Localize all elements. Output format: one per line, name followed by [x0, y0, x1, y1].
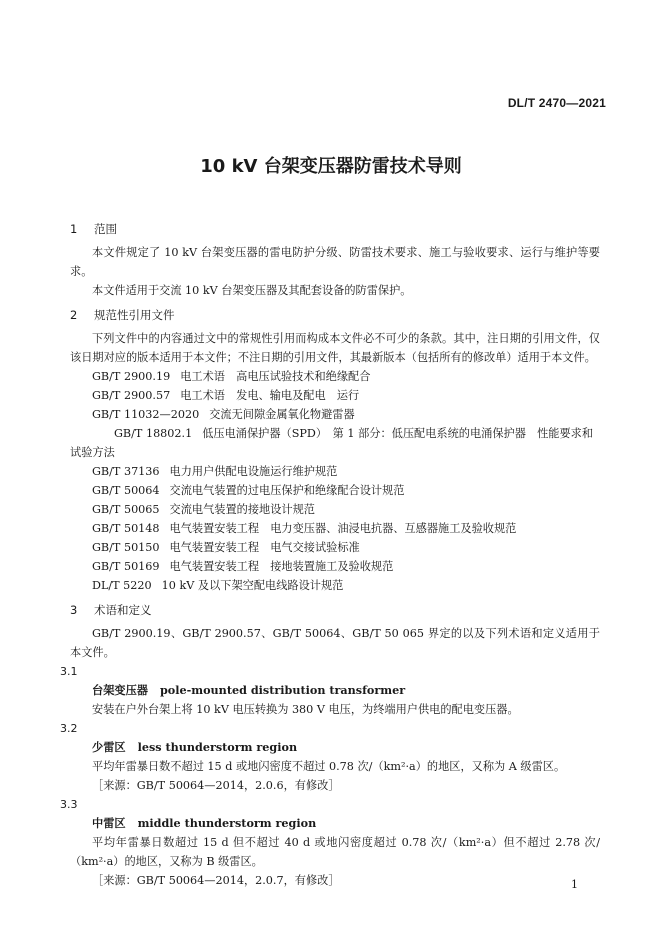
reference-code: GB/T 2900.19 — [92, 370, 171, 383]
paragraph: 本文件规定了 10 kV 台架变压器的雷电防护分级、防雷技术要求、施工与验收要求、运行与维护等要求。 — [70, 246, 600, 278]
reference-code: DL/T 5220 — [92, 579, 152, 592]
reference-title: 电工术语 高电压试验技术和绝缘配合 — [180, 370, 371, 383]
term-source: ［来源：GB/T 50064—2014，2.0.6，有修改］ — [92, 779, 340, 792]
section-number: 1 — [70, 222, 78, 236]
document-title: 10 kV 台架变压器防雷技术导则 — [200, 156, 462, 177]
paragraph: GB/T 2900.19、GB/T 2900.57、GB/T 50064、GB/T 50 065 界定的以及下列术语和定义适用于本文件。 — [70, 627, 600, 659]
term-number: 3.2 — [60, 722, 78, 735]
term-zh: 台架变压器 — [92, 684, 148, 697]
term-definition: 平均年雷暴日数超过 15 d 但不超过 40 d 或地闪密度超过 0.78 次/（km²·a）但不超过 2.78 次/（km²·a）的地区，又称为 B 级雷区。 — [70, 836, 600, 868]
paragraph: 本文件适用于交流 10 kV 台架变压器及其配套设备的防雷保护。 — [92, 284, 412, 297]
section-title: 范围 — [94, 222, 117, 236]
reference-item — [70, 462, 600, 481]
term-heading — [70, 681, 600, 700]
reference-item — [70, 386, 600, 405]
term-zh: 少雷区 — [92, 741, 126, 754]
section-heading-terms-definitions — [70, 601, 600, 620]
reference-title: 电力用户供配电设施运行维护规范 — [169, 465, 338, 478]
term-en: middle thunderstorm region — [137, 816, 317, 830]
reference-item — [70, 519, 600, 538]
reference-title: 电工术语 发电、输电及配电 运行 — [180, 389, 360, 402]
reference-item — [70, 424, 600, 462]
reference-title: 交流电气装置的过电压保护和绝缘配合设计规范 — [169, 484, 405, 497]
section-number: 2 — [70, 308, 78, 322]
reference-item — [70, 557, 600, 576]
reference-code: GB/T 50065 — [92, 503, 160, 516]
section-number: 3 — [70, 603, 78, 617]
term-number: 3.1 — [60, 665, 78, 678]
reference-item — [70, 576, 600, 595]
term-heading — [70, 738, 600, 757]
reference-title: 电气装置安装工程 电气交接试验标准 — [169, 541, 360, 554]
reference-item — [70, 405, 600, 424]
section-title: 术语和定义 — [94, 603, 152, 617]
paragraph: 下列文件中的内容通过文中的常规性引用而构成本文件必不可少的条款。其中，注日期的引用文件，仅该日期对应的版本适用于本文件；不注日期的引用文件，其最新版本（包括所有的修改单）适用于本文件。 — [70, 332, 600, 364]
reference-title: 交流无间隙金属氧化物避雷器 — [209, 408, 355, 421]
reference-title: 电气装置安装工程 电力变压器、油浸电抗器、互感器施工及验收规范 — [169, 522, 517, 535]
reference-title: 电气装置安装工程 接地装置施工及验收规范 — [169, 560, 394, 573]
reference-item — [70, 500, 600, 519]
term-en: pole-mounted distribution transformer — [159, 683, 406, 697]
reference-code: GB/T 50169 — [92, 560, 160, 573]
reference-code: GB/T 11032—2020 — [92, 408, 200, 421]
reference-code: GB/T 18802.1 — [114, 427, 193, 440]
reference-code: GB/T 2900.57 — [92, 389, 171, 402]
reference-title: 交流电气装置的接地设计规范 — [169, 503, 315, 516]
term-en: less thunderstorm region — [137, 740, 298, 754]
reference-item — [70, 367, 600, 386]
reference-code: GB/T 50150 — [92, 541, 160, 554]
document-code: DL/T 2470—2021 — [507, 96, 606, 110]
section-heading-scope — [70, 220, 600, 239]
term-source: ［来源：GB/T 50064—2014，2.0.7，有修改］ — [92, 874, 340, 887]
term-number: 3.3 — [60, 798, 78, 811]
reference-item — [70, 481, 600, 500]
reference-item — [70, 538, 600, 557]
term-definition: 安装在户外台架上将 10 kV 电压转换为 380 V 电压，为终端用户供电的配电变压器。 — [92, 703, 519, 716]
reference-code: GB/T 37136 — [92, 465, 160, 478]
reference-title: 10 kV 及以下架空配电线路设计规范 — [161, 579, 344, 592]
section-heading-normative-references — [70, 306, 600, 325]
reference-code: GB/T 50064 — [92, 484, 160, 497]
reference-list — [70, 367, 600, 595]
document-body — [60, 214, 600, 890]
term-definition: 平均年雷暴日数不超过 15 d 或地闪密度不超过 0.78 次/（km²·a）的地区，又称为 A 级雷区。 — [92, 760, 566, 773]
term-heading — [70, 814, 600, 833]
reference-code: GB/T 50148 — [92, 522, 160, 535]
section-title: 规范性引用文件 — [94, 308, 175, 322]
term-zh: 中雷区 — [92, 817, 126, 830]
page-number: 1 — [571, 878, 578, 891]
reference-title: 低压电涌保护器（SPD） 第 1 部分：低压配电系统的电涌保护器 性能要求和试验方法 — [70, 427, 594, 459]
